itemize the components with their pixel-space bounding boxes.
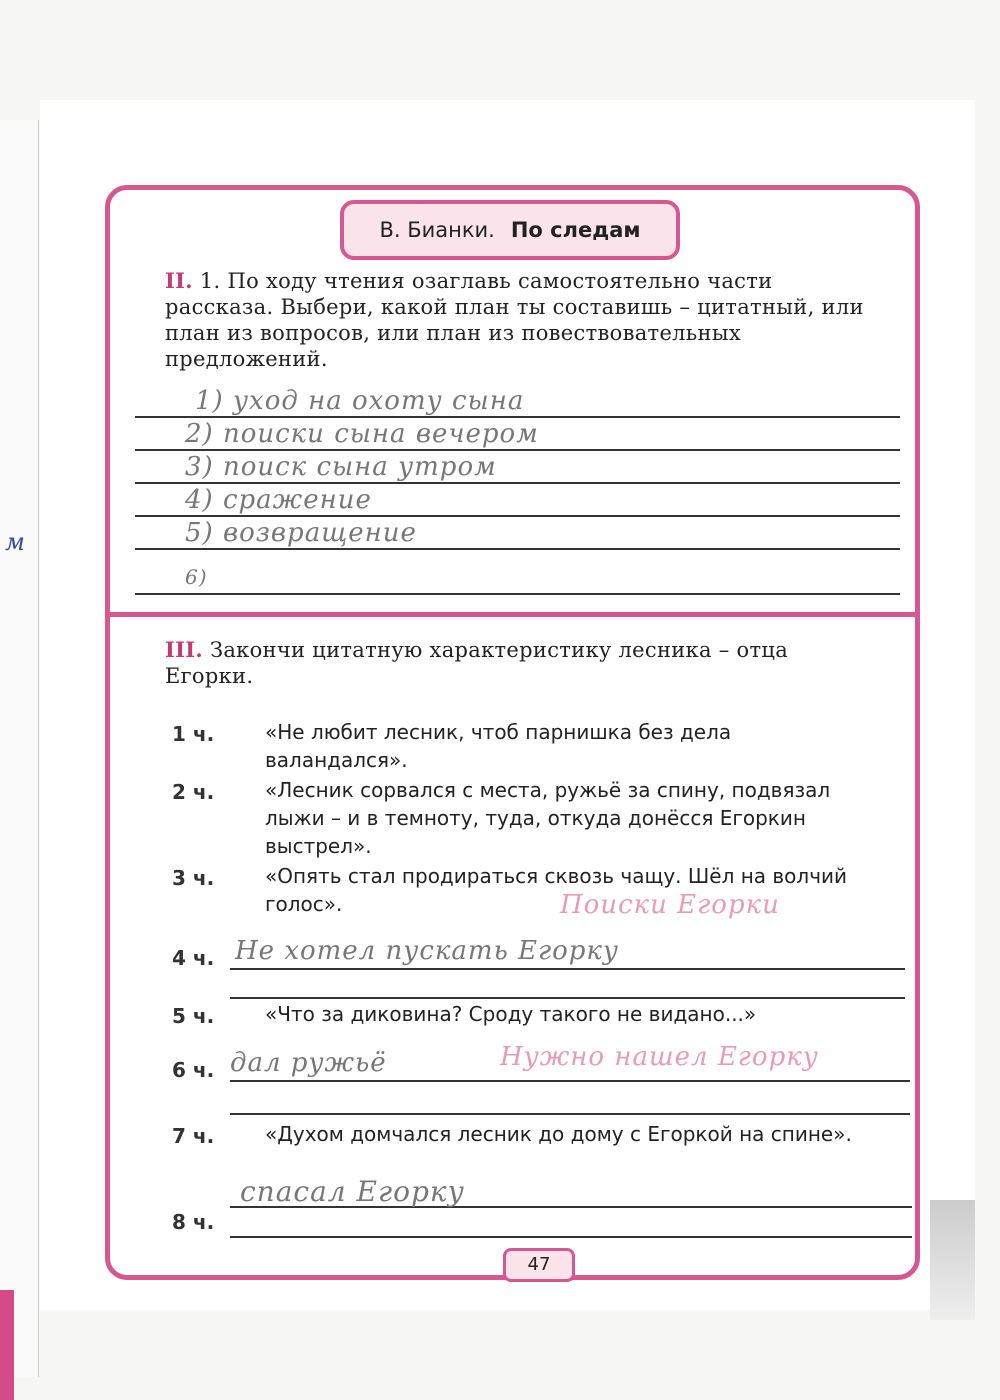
quote: «Духом домчался лесник до дому с Егоркой на спине». [265,1122,852,1146]
page-stack-edge [930,1200,975,1320]
task-text: Закончи цитатную характеристику лесника – отца Егорки. [165,638,789,688]
answer-line[interactable]: 2) поиски сына вечером [185,419,539,449]
answer-line[interactable]: Не хотел пускать Егорку [235,936,620,966]
part-label: 2 ч. [172,780,215,804]
answer-line[interactable]: 6) [185,565,208,589]
part-label: 4 ч. [172,946,215,970]
task-number: II. [165,268,193,293]
part-label: 6 ч. [172,1058,215,1082]
chapter-title [340,200,680,260]
pink-edge [0,1290,14,1400]
answer-line[interactable]: дал ружьё [230,1048,387,1078]
part-label: 1 ч. [172,722,215,746]
part-label: 7 ч. [172,1124,215,1148]
part-label: 3 ч. [172,866,215,890]
answer-line[interactable]: спасал Егорку [240,1175,465,1208]
quote: «Лесник сорвался с места, ружьё за спину, подвязал лыжи – и в темноту, туда, откуда донёсся Егоркин выстрел». [265,778,831,858]
answer-line[interactable]: 1) уход на охоту сына [195,386,525,416]
teacher-note: Поиски Егорки [560,890,780,920]
author: В. Бианки. [379,218,495,242]
quote: «Что за диковина? Сроду такого не видано...» [265,1002,757,1026]
quote: «Опять стал продираться сквозь чащу. Шёл на волчий голос». [265,864,848,916]
task-2 [165,268,885,372]
part-label: 8 ч. [172,1210,215,1234]
page-number: 47 [503,1248,575,1282]
quote: «Не любит лесник, чтоб парнишка без дела валандался». [265,720,732,772]
answer-line[interactable]: 4) сражение [185,485,372,515]
section-divider [110,612,915,617]
task-text: 1. По ходу чтения озаглавь самостоятельно части рассказа. Выбери, какой план ты составишь – цитатный, или план из вопросов, или план из повествовательных предложений. [165,269,864,371]
story-title: По следам [510,218,641,242]
answer-line[interactable]: 5) возвращение [185,518,417,548]
answer-line[interactable]: 3) поиск сына утром [185,452,497,482]
part-label: 5 ч. [172,1004,215,1028]
teacher-note: Нужно нашел Егорку [500,1042,819,1072]
left-page-edge [0,120,39,1377]
margin-mark: м [5,528,25,556]
task-3 [165,637,875,689]
task-number: III. [165,637,203,662]
